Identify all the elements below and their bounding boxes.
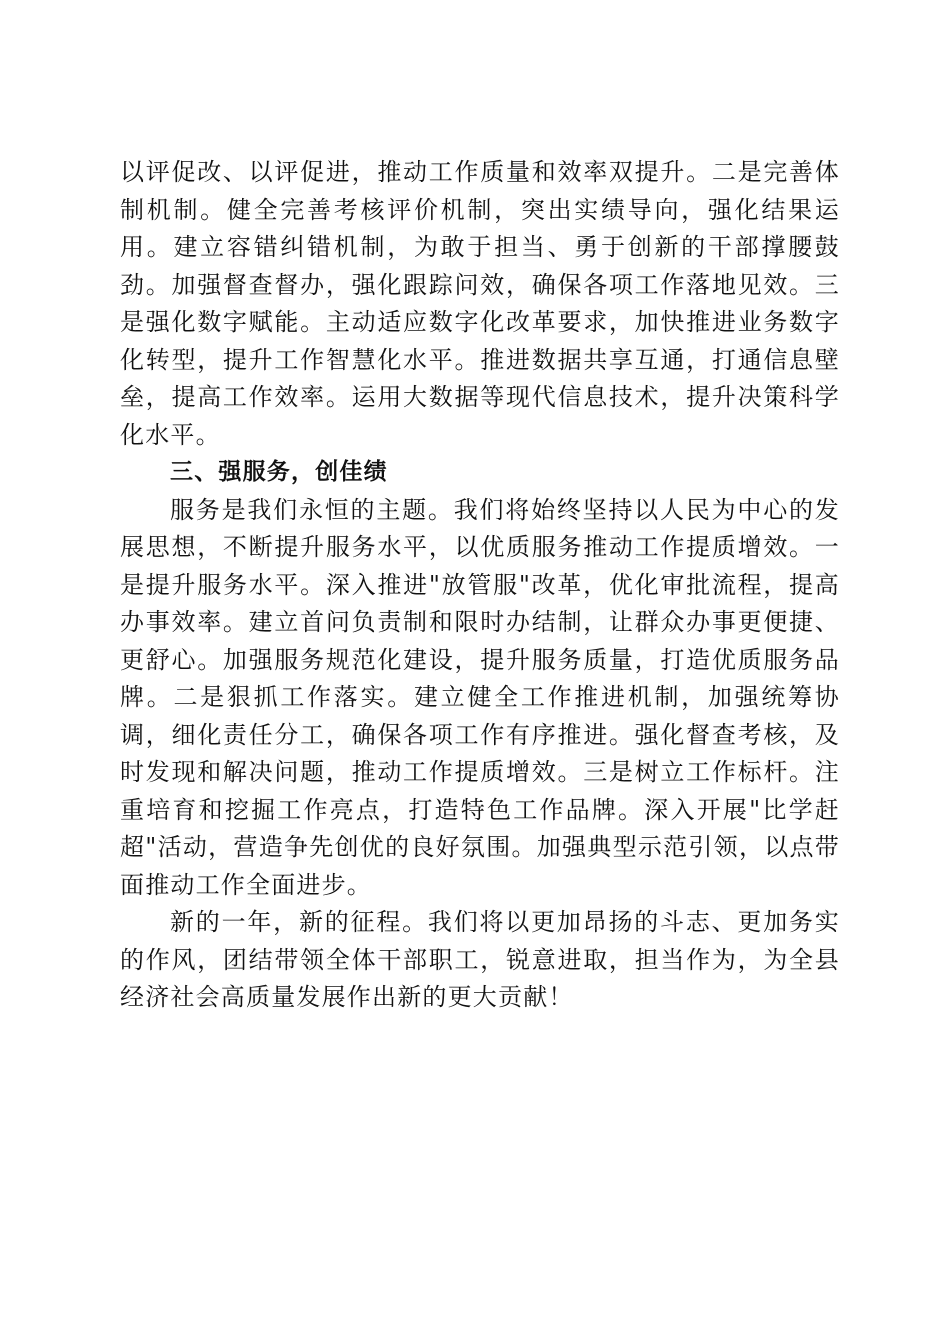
continuation-paragraph: 以评促改、以评促进，推动工作质量和效率双提升。二是完善体制机制。健全完善考核评价机制，突出实绩导向，强化结果运用。建立容错纠错机制，为敢于担当、勇于创新的干部撑腰鼓劲。加强督查督办，强化跟踪问效，确保各项工作落地见效。三是强化数字赋能。主动适应数字化改革要求，加快推进业务数字化转型，提升工作智慧化水平。推进数据共享互通，打通信息壁垒，提高工作效率。运用大数据等现代信息技术，提升决策科学化水平。 (120, 158, 840, 449)
section-three-heading: 三、强服务，创佳绩 (170, 459, 388, 485)
closing-paragraph: 新的一年，新的征程。我们将以更加昂扬的斗志、更加务实的作风，团结带领全体干部职工，锐意进取，担当作为，为全县经济社会高质量发展作出新的更大贡献！ (120, 908, 840, 1011)
document-body (120, 154, 840, 1017)
section-three-paragraph: 服务是我们永恒的主题。我们将始终坚持以人民为中心的发展思想，不断提升服务水平，以优质服务推动工作提质增效。一是提升服务水平。深入推进"放管服"改革，优化审批流程，提高办事效率。建立首问负责制和限时办结制，让群众办事更便捷、更舒心。加强服务规范化建设，提升服务质量，打造优质服务品牌。二是狠抓工作落实。建立健全工作推进机制，加强统筹协调，细化责任分工，确保各项工作有序推进。强化督查考核，及时发现和解决问题，推动工作提质增效。三是树立工作标杆。注重培育和挖掘工作亮点，打造特色工作品牌。深入开展"比学赶超"活动，营造争先创优的良好氛围。加强典型示范引领，以点带面推动工作全面进步。 (120, 495, 840, 899)
